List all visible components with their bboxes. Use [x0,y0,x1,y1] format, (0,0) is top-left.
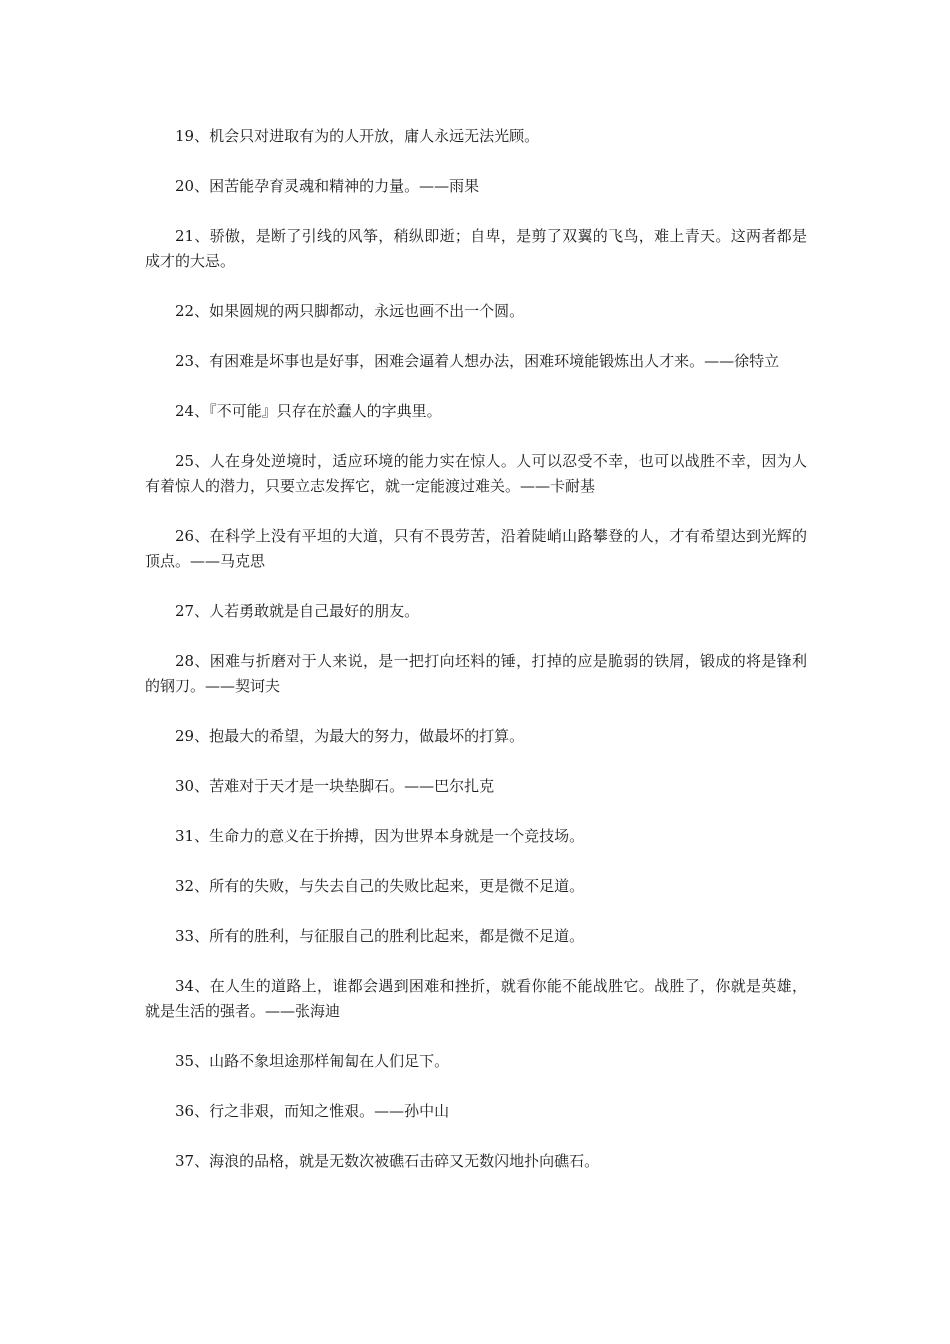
quote-paragraph: 30、苦难对于天才是一块垫脚石。——巴尔扎克 [175,777,495,795]
quote-paragraph: 33、所有的胜利，与征服自己的胜利比起来，都是微不足道。 [175,927,585,945]
quote-paragraph: 23、有困难是坏事也是好事，困难会逼着人想办法，困难环境能锻炼出人才来。——徐特立 [175,352,780,370]
quote-paragraph: 22、如果圆规的两只脚都动，永远也画不出一个圆。 [175,302,525,320]
quote-paragraph: 36、行之非艰，而知之惟艰。——孙中山 [175,1102,450,1120]
quote-paragraph: 32、所有的失败，与失去自己的失败比起来，更是微不足道。 [175,877,585,895]
quote-list [145,124,807,1199]
quote-paragraph: 21、骄傲，是断了引线的风筝，稍纵即逝；自卑，是剪了双翼的飞鸟，难上青天。这两者都是成才的大忌。 [145,227,807,270]
quote-paragraph: 29、抱最大的希望，为最大的努力，做最坏的打算。 [175,727,525,745]
quote-paragraph: 20、困苦能孕育灵魂和精神的力量。——雨果 [175,177,480,195]
quote-paragraph: 28、困难与折磨对于人来说，是一把打向坯料的锤，打掉的应是脆弱的铁屑，锻成的将是锋利的钢刀。——契诃夫 [145,652,807,695]
quote-paragraph: 31、生命力的意义在于拚搏，因为世界本身就是一个竞技场。 [175,827,585,845]
quote-paragraph: 27、人若勇敢就是自己最好的朋友。 [175,602,420,620]
quote-paragraph: 19、机会只对进取有为的人开放，庸人永远无法光顾。 [175,127,540,145]
quote-paragraph: 24、『不可能』只存在於蠢人的字典里。 [175,402,442,420]
quote-paragraph: 34、在人生的道路上，谁都会遇到困难和挫折，就看你能不能战胜它。战胜了，你就是英雄，就是生活的强者。——张海迪 [145,977,807,1020]
quote-paragraph: 26、在科学上没有平坦的大道，只有不畏劳苦，沿着陡峭山路攀登的人，才有希望达到光辉的顶点。——马克思 [145,527,807,570]
quote-paragraph: 25、人在身处逆境时，适应环境的能力实在惊人。人可以忍受不幸，也可以战胜不幸，因为人有着惊人的潜力，只要立志发挥它，就一定能渡过难关。——卡耐基 [145,452,807,495]
quote-paragraph: 35、山路不象坦途那样匍匐在人们足下。 [175,1052,450,1070]
quote-paragraph: 37、海浪的品格，就是无数次被礁石击碎又无数闪地扑向礁石。 [175,1152,600,1170]
